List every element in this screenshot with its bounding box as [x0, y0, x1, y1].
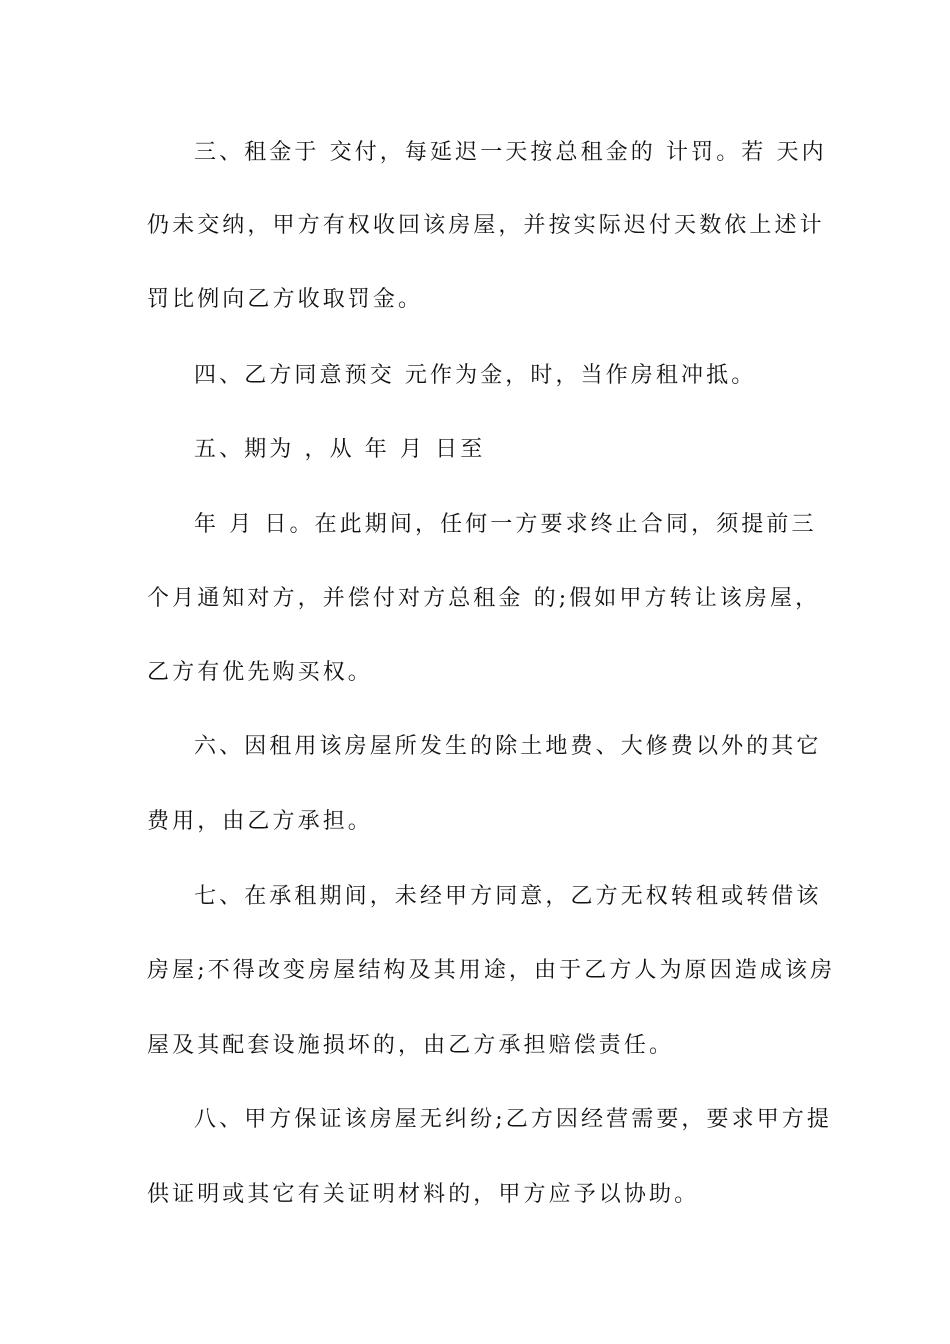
- clause-6-line-2: 费用，由乙方承担。: [147, 809, 373, 834]
- clause-6-line-1: 六、因租用该房屋所发生的除土地费、大修费以外的其它: [194, 734, 822, 759]
- clause-3-line-3: 罚比例向乙方收取罚金。: [147, 287, 424, 312]
- clause-5-line-4: 乙方有优先购买权。: [147, 660, 373, 685]
- clause-8-line-1: 八、甲方保证该房屋无纠纷;乙方因经营需要，要求甲方提: [194, 1107, 833, 1132]
- clause-3-line-1: 三、租金于 交付，每延迟一天按总租金的 计罚。若 天内: [194, 140, 827, 165]
- clause-7-line-3: 屋及其配套设施损坏的，由乙方承担赔偿责任。: [147, 1033, 675, 1058]
- clause-7-line-2: 房屋;不得改变房屋结构及其用途，由于乙方人为原因造成该房: [147, 958, 836, 983]
- clause-7-line-1: 七、在承租期间，未经甲方同意，乙方无权转租或转借该: [194, 884, 822, 909]
- clause-5-line-2: 年 月 日。在此期间，任何一方要求终止合同，须提前三: [194, 512, 817, 537]
- clause-5-line-3: 个月通知对方，并偿付对方总租金 的;假如甲方转让该房屋，: [147, 586, 821, 611]
- clause-8-line-2: 供证明或其它有关证明材料的，甲方应予以协助。: [147, 1182, 700, 1207]
- clause-4-line-1: 四、乙方同意预交 元作为金，时，当作房租冲抵。: [194, 363, 757, 388]
- clause-5-line-1: 五、期为 ，从 年 月 日至: [194, 437, 486, 462]
- clause-3-line-2: 仍未交纳，甲方有权收回该房屋，并按实际迟付天数依上述计: [147, 213, 825, 238]
